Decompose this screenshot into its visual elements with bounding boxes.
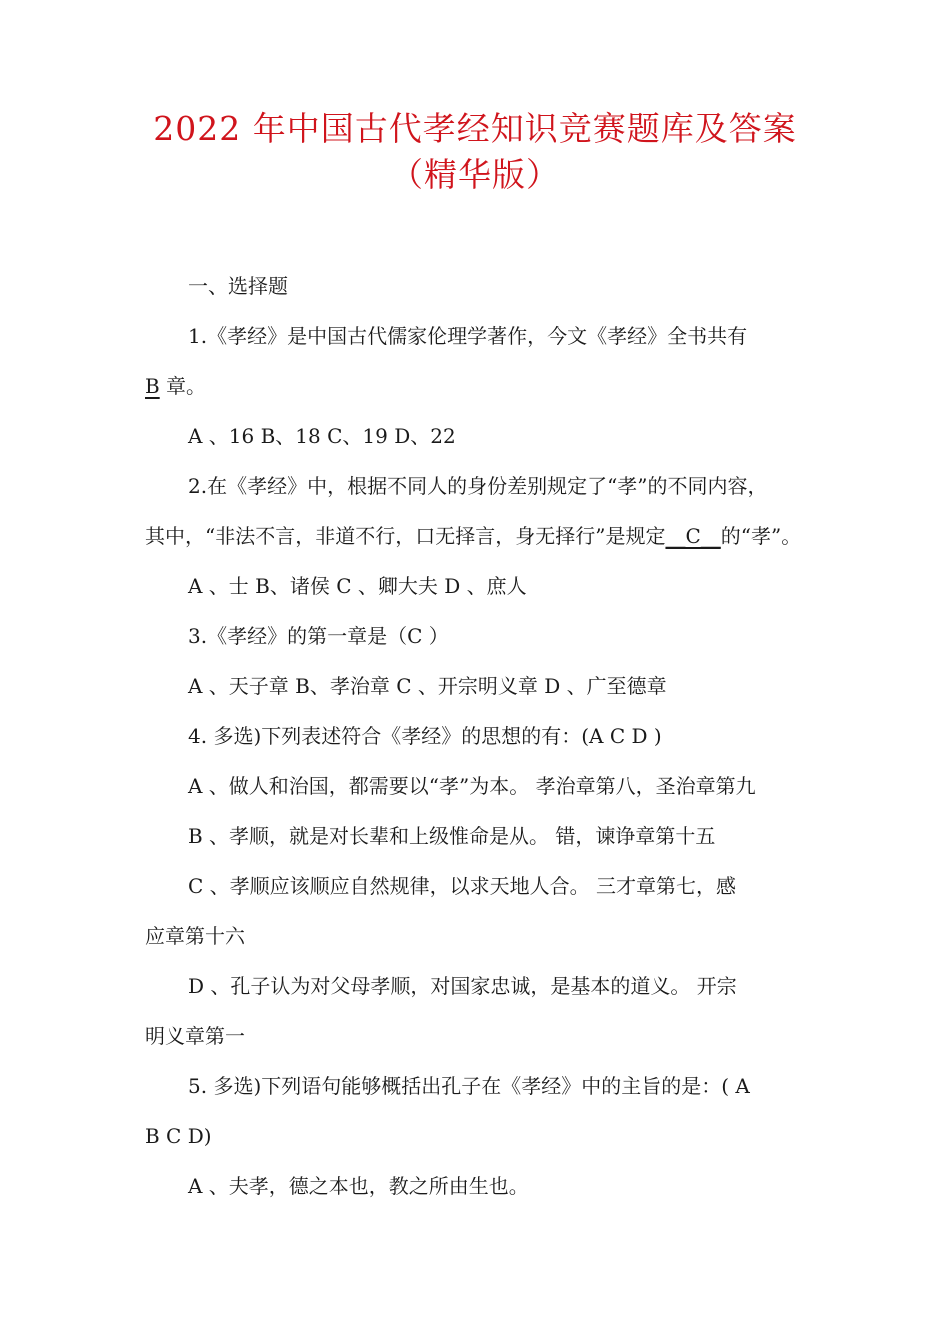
question-2-text-cont xyxy=(145,526,801,546)
question-4-option-d: D 、孔子认为对父母孝顺，对国家忠诚，是基本的道义。 开宗 xyxy=(188,974,737,998)
question-2-text-end: 的“孝”。 xyxy=(720,524,802,548)
question-5-option-a: A 、夫孝，德之本也，教之所由生也。 xyxy=(188,1174,529,1198)
question-5-text-cont: B C D) xyxy=(145,1124,212,1148)
question-3-text: 3.《孝经》的第一章是（C ） xyxy=(188,624,449,648)
question-1-text: 1.《孝经》是中国古代儒家伦理学著作，今文《孝经》全书共有 xyxy=(188,324,748,348)
question-1-text-cont xyxy=(145,376,206,396)
question-3-options: A 、天子章 B、孝治章 C 、开宗明义章 D 、广至德章 xyxy=(188,674,667,698)
question-2-options: A 、士 B、诸侯 C 、卿大夫 D 、庶人 xyxy=(188,574,527,598)
question-1-text-end: 章。 xyxy=(159,374,207,398)
question-1-answer: B xyxy=(145,374,160,398)
question-4-option-c: C 、孝顺应该顺应自然规律，以求天地人合。 三才章第七，感 xyxy=(188,874,737,898)
question-1-options: A 、16 B、18 C、19 D、22 xyxy=(188,424,456,448)
question-5-text: 5. 多选)下列语句能够概括出孔子在《孝经》中的主旨的是：( A xyxy=(188,1074,750,1098)
question-4-option-b: B 、孝顺，就是对长辈和上级惟命是从。 错，谏诤章第十五 xyxy=(188,824,716,848)
question-2-text: 2.在《孝经》中，根据不同人的身份差别规定了“孝”的不同内容， xyxy=(188,474,768,498)
document-title-line-2: （精华版） xyxy=(390,155,560,194)
question-4-text: 4. 多选)下列表述符合《孝经》的思想的有：(A C D ) xyxy=(188,724,662,748)
question-4-option-c-cont: 应章第十六 xyxy=(145,924,245,948)
document-title-line-1: 2022 年中国古代孝经知识竞赛题库及答案 xyxy=(153,109,797,148)
question-4-option-a: A 、做人和治国，都需要以“孝”为本。 孝治章第八，圣治章第九 xyxy=(188,774,756,798)
question-4-option-d-cont: 明义章第一 xyxy=(145,1024,245,1048)
section-heading: 一、选择题 xyxy=(188,274,288,298)
question-2-text-before: 其中，“非法不言，非道不行，口无择言，身无择行”是规定 xyxy=(145,524,666,548)
question-2-answer: __C__ xyxy=(665,524,721,548)
